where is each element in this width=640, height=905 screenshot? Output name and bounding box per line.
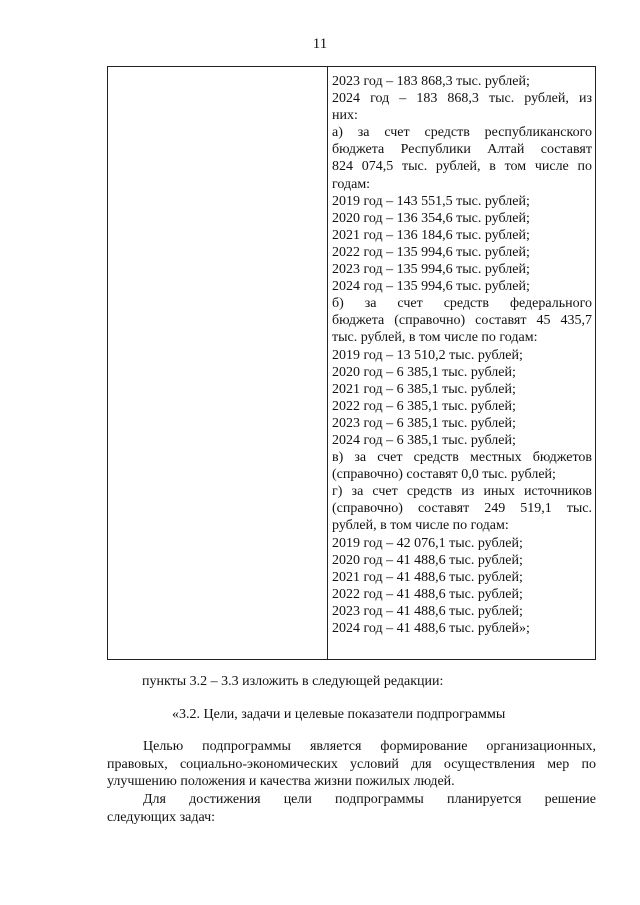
word: цели bbox=[283, 792, 312, 807]
word: Для bbox=[143, 792, 166, 807]
table-right-cell bbox=[332, 73, 592, 637]
cell-line: годам: bbox=[332, 176, 371, 192]
section-heading: «3.2. Цели, задачи и целевые показатели подпрограммы bbox=[172, 707, 506, 722]
cell-line: них: bbox=[332, 108, 358, 124]
cell-line: бюджета Республики Алтай составят bbox=[332, 142, 592, 158]
page-number: 11 bbox=[312, 36, 328, 52]
cell-line: 2019 год – 13 510,2 тыс. рублей; bbox=[332, 347, 523, 363]
word: решение bbox=[544, 792, 596, 807]
cell-line: г) за счет средств из иных источников bbox=[332, 484, 592, 500]
cell-line: 824 074,5 тыс. рублей, в том числе по bbox=[332, 159, 592, 175]
tasks-line-1 bbox=[107, 791, 596, 809]
tasks-paragraph bbox=[107, 791, 596, 826]
cell-line: 2021 год – 6 385,1 тыс. рублей; bbox=[332, 381, 516, 397]
cell-line: 2022 год – 6 385,1 тыс. рублей; bbox=[332, 398, 516, 414]
cell-line: в) за счет средств местных бюджетов bbox=[332, 450, 592, 466]
cell-line: 2024 год – 183 868,3 тыс. рублей, из bbox=[332, 91, 592, 107]
cell-line: 2020 год – 41 488,6 тыс. рублей; bbox=[332, 552, 523, 568]
cell-line: 2023 год – 183 868,3 тыс. рублей; bbox=[332, 74, 530, 89]
funding-table bbox=[107, 66, 596, 660]
cell-line: 2019 год – 42 076,1 тыс. рублей; bbox=[332, 535, 523, 551]
cell-line: а) за счет средств республиканского bbox=[332, 125, 592, 141]
cell-line: 2020 год – 6 385,1 тыс. рублей; bbox=[332, 364, 516, 380]
cell-line: 2023 год – 6 385,1 тыс. рублей; bbox=[332, 415, 516, 431]
amendment-instruction: пункты 3.2 – 3.3 изложить в следующей редакции: bbox=[142, 674, 444, 689]
cell-line: бюджета (справочно) составят 45 435,7 bbox=[332, 313, 592, 329]
cell-line: (справочно) составят 0,0 тыс. рублей; bbox=[332, 467, 556, 483]
tasks-line-2: следующих задач: bbox=[107, 809, 216, 825]
cell-line: 2024 год – 41 488,6 тыс. рублей»; bbox=[332, 621, 530, 636]
word: подпрограммы bbox=[335, 792, 424, 807]
cell-line: (справочно) составят 249 519,1 тыс. bbox=[332, 501, 592, 517]
cell-line: 2021 год – 41 488,6 тыс. рублей; bbox=[332, 569, 523, 585]
cell-line: 2023 год – 41 488,6 тыс. рублей; bbox=[332, 603, 523, 619]
cell-line: б) за счет средств федерального bbox=[332, 296, 592, 312]
cell-line: 2023 год – 135 994,6 тыс. рублей; bbox=[332, 262, 530, 278]
cell-line: 2020 год – 136 354,6 тыс. рублей; bbox=[332, 210, 530, 226]
cell-line: 2024 год – 6 385,1 тыс. рублей; bbox=[332, 432, 516, 448]
cell-line: 2024 год – 135 994,6 тыс. рублей; bbox=[332, 279, 530, 295]
word: планируется bbox=[446, 792, 522, 807]
word: достижения bbox=[189, 792, 261, 807]
cell-line: рублей, в том числе по годам: bbox=[332, 518, 509, 534]
cell-line: 2022 год – 135 994,6 тыс. рублей; bbox=[332, 244, 530, 260]
cell-line: тыс. рублей, в том числе по годам: bbox=[332, 330, 538, 346]
column-divider bbox=[327, 67, 328, 659]
cell-line: 2021 год – 136 184,6 тыс. рублей; bbox=[332, 227, 530, 243]
cell-line: 2022 год – 41 488,6 тыс. рублей; bbox=[332, 586, 523, 602]
goal-text: Целью подпрограммы является формирование организационных, правовых, социально-экономических условий для осуществления мер по улучшению положения и качества жизни пожилых людей. bbox=[107, 739, 596, 790]
goal-paragraph bbox=[107, 738, 596, 791]
cell-line: 2019 год – 143 551,5 тыс. рублей; bbox=[332, 193, 530, 209]
